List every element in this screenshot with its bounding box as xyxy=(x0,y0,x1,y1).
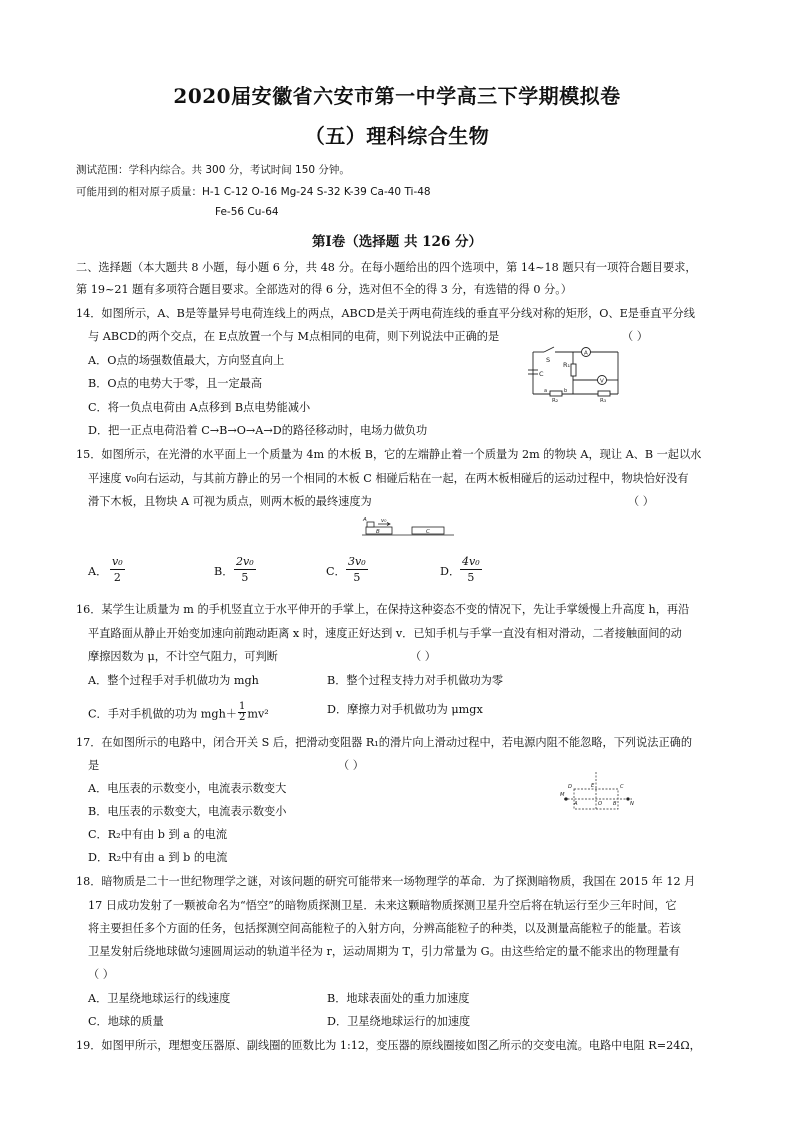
q14-answer-bracket: （ ） xyxy=(622,330,648,343)
q18-answer-bracket: （ ） xyxy=(88,968,114,981)
q18-text-line4: 卫星发射后绕地球做匀速圆周运动的轨道半径为 r，运动周期为 T，引力常量为 G。由这些给定的量不能求出的物理量有 xyxy=(88,945,680,958)
q16-option-c-num: 1 xyxy=(238,701,246,712)
q17-option-a: A．电压表的示数变小，电流表示数变大 xyxy=(88,782,287,795)
charges-rectangle-diagram xyxy=(560,770,636,812)
exam-title: 2020届安徽省六安市第一中学高三下学期模拟卷 xyxy=(173,84,621,108)
q15-option-d-fraction xyxy=(460,556,482,583)
q16-text-line1: 16．某学生让质量为 m 的手机竖直立于水平伸开的手掌上，在保持这种姿态不变的情况下，先让手掌缓慢上升高度 h，再沿 xyxy=(76,603,690,616)
q15-option-a-den: 2 xyxy=(113,570,121,584)
circuit-label-r1: R₁ xyxy=(563,361,571,369)
q16-option-a: A．整个过程手对手机做功为 mgh xyxy=(88,674,259,687)
q15-text-line2: 平速度 v₀向右运动，与其前方静止的另一个相同的木板 C 相碰后粘在一起，在两木板相碰后的运动过程中，物块恰好没有 xyxy=(88,472,689,485)
circuit-diagram xyxy=(528,342,628,402)
section-instructions-line2: 第 19~21 题有多项符合题目要求。全部选对的得 6 分，选对但不全的得 3 分，有选错的得 0 分。） xyxy=(76,283,572,296)
q15-option-c-letter: C． xyxy=(326,565,346,578)
q16-option-b: B．整个过程支持力对手机做功为零 xyxy=(327,674,504,687)
q16-answer-bracket: （ ） xyxy=(410,650,436,663)
q14-option-d: D．把一正点电荷沿着 C→B→O→A→D的路径移动时，电场力做负功 xyxy=(88,424,428,437)
q17-text-line2: 是 xyxy=(88,759,100,772)
atomic-masses-line1: 可能用到的相对原子质量：H-1 C-12 O-16 Mg-24 S-32 K-39 Ca-40 Ti-48 xyxy=(76,186,431,198)
rect-label-m: M xyxy=(560,792,565,798)
blocks-label-a: A xyxy=(363,517,367,523)
q17-option-c: C．R₂中有由 b 到 a 的电流 xyxy=(88,828,228,841)
q14-text-line2: 与 ABCD的两个交点，在 E点放置一个与 M点相同的电荷，则下列说法中正确的是 xyxy=(88,330,500,343)
circuit-label-r2: R₂ xyxy=(552,398,559,402)
q15-option-c-num: 3v₀ xyxy=(348,555,366,568)
test-scope: 测试范围：学科内综合。共 300 分，考试时间 150 分钟。 xyxy=(76,164,350,176)
q15-option-a-letter: A． xyxy=(88,565,108,578)
q17-option-b: B．电压表的示数变大，电流表示数变小 xyxy=(88,805,287,818)
q14-option-b: B．O点的电势大于零，且一定最高 xyxy=(88,377,263,390)
q15-option-b-fraction xyxy=(234,556,256,583)
q16-option-c xyxy=(88,701,269,725)
q14-option-a: A．O点的场强数值最大，方向竖直向上 xyxy=(88,354,285,367)
exam-subtitle: （五）理科综合生物 xyxy=(304,124,490,148)
rect-label-b: B xyxy=(613,801,617,807)
q15-text-line3: 滑下木板，且物块 A 可视为质点，则两木板的最终速度为 xyxy=(88,495,372,508)
circuit-label-r3: R₃ xyxy=(600,398,607,402)
rect-label-c: C xyxy=(620,784,624,790)
blocks-label-v0: v₀ xyxy=(381,518,387,524)
q18-option-d: D．卫星绕地球运行的加速度 xyxy=(327,1015,471,1028)
q15-option-b-den: 5 xyxy=(241,570,249,584)
q15-option-d-letter: D． xyxy=(440,565,461,578)
q15-option-d-num: 4v₀ xyxy=(462,555,480,568)
q15-option-b-num: 2v₀ xyxy=(236,555,254,568)
q19-text-line1: 19．如图甲所示，理想变压器原、副线圈的匝数比为 1:12，变压器的原线圈接如图乙所示的交变电流。电路中电阻 R=24Ω， xyxy=(76,1039,701,1052)
q16-option-c-prefix: C．手对手机做的功为 mgh＋ xyxy=(88,707,237,721)
blocks-diagram xyxy=(362,516,454,538)
q15-option-a-num: v₀ xyxy=(112,555,123,568)
q17-option-d: D．R₂中有由 a 到 b 的电流 xyxy=(88,851,228,864)
q16-option-c-fraction xyxy=(238,702,246,723)
section-title: 第Ⅰ卷（选择题 共 126 分） xyxy=(311,234,483,250)
rect-label-o: O xyxy=(598,801,603,807)
circuit-label-a-point: a xyxy=(544,388,548,394)
rect-label-a: A xyxy=(574,801,578,807)
q14-text-line1: 14．如图所示，A、B是等量异号电荷连线上的两点，ABCD是关于两电荷连线的垂直平分线对称的矩形，O、E是垂直平分线 xyxy=(76,307,695,320)
atomic-masses-line2: Fe-56 Cu-64 xyxy=(215,206,279,218)
circuit-label-v: V xyxy=(600,378,604,385)
q14-option-c: C．将一负点电荷由 A点移到 B点电势能减小 xyxy=(88,401,311,414)
q15-answer-bracket: （ ） xyxy=(628,495,654,508)
q16-text-line3: 摩擦因数为 μ，不计空气阻力，可判断 xyxy=(88,650,278,663)
q15-option-b-letter: B． xyxy=(214,565,234,578)
rect-label-n: N xyxy=(630,801,634,807)
q18-text-line2: 17 日成功发射了一颗被命名为“悟空”的暗物质探测卫星．未来这颗暗物质探测卫星升空后将在轨运行至少三年时间，它 xyxy=(88,899,677,912)
q18-option-c: C．地球的质量 xyxy=(88,1015,164,1028)
q18-text-line1: 18．暗物质是二十一世纪物理学之谜，对该问题的研究可能带来一场物理学的革命．为了探测暗物质，我国在 2015 年 12 月 xyxy=(76,875,696,888)
q16-option-d: D．摩擦力对手机做功为 μmgx xyxy=(327,703,483,716)
q15-option-c-fraction xyxy=(346,556,368,583)
q15-option-d-den: 5 xyxy=(467,570,475,584)
blocks-label-b: B xyxy=(376,529,380,535)
q16-option-c-den: 2 xyxy=(238,712,246,723)
circuit-label-s: S xyxy=(546,356,551,364)
q16-option-c-suffix: mv² xyxy=(247,707,269,721)
q17-answer-bracket: （ ） xyxy=(338,759,364,772)
circuit-label-b-point: b xyxy=(564,388,568,394)
circuit-label-a: A xyxy=(584,350,588,357)
section-instructions-line1: 二、选择题（本大题共 8 小题，每小题 6 分，共 48 分。在每小题给出的四个选项中，第 14~18 题只有一项符合题目要求， xyxy=(76,261,697,274)
q15-text-line1: 15．如图所示，在光滑的水平面上一个质量为 4m 的木板 B，它的左端静止着一个质量为 2m 的物块 A，现让 A、B 一起以水 xyxy=(76,448,702,461)
q15-option-c-den: 5 xyxy=(353,570,361,584)
circuit-label-c: C xyxy=(539,370,544,378)
q18-option-b: B．地球表面处的重力加速度 xyxy=(327,992,470,1005)
q17-text-line1: 17．在如图所示的电路中，闭合开关 S 后，把滑动变阻器 R₁的滑片向上滑动过程中，若电源内阻不能忽略，下列说法正确的 xyxy=(76,736,693,749)
rect-label-e: E xyxy=(591,783,595,789)
q18-option-a: A．卫星绕地球运行的线速度 xyxy=(88,992,231,1005)
q18-text-line3: 将主要担任多个方面的任务，包括探测空间高能粒子的入射方向，分辨高能粒子的种类，以及测量高能粒子的能量。若该 xyxy=(88,922,681,935)
q15-option-a-fraction xyxy=(110,556,125,583)
q16-text-line2: 平直路面从静止开始变加速向前跑动距离 x 时，速度正好达到 v．已知手机与手掌一直没有相对滑动，二者接触面间的动 xyxy=(88,627,682,640)
blocks-label-c: C xyxy=(426,529,430,535)
rect-label-d: D xyxy=(568,784,572,790)
